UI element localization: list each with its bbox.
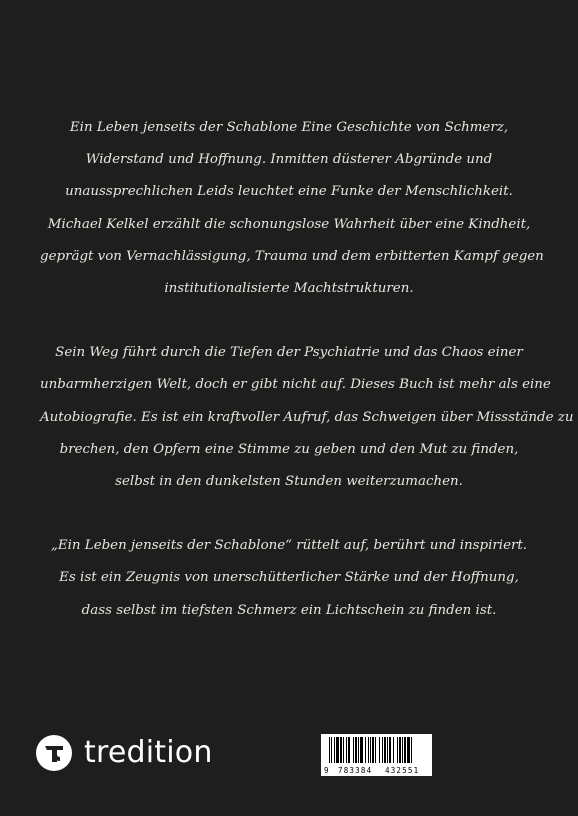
barcode-digits <box>321 765 432 775</box>
blurb-line: Sein Weg führt durch die Tiefen der Psychiatrie und das Chaos einer <box>55 345 523 361</box>
barcode-bar <box>346 737 347 763</box>
barcode-bar <box>334 737 335 763</box>
isbn-barcode <box>321 734 432 776</box>
barcode-left-group: 783384 <box>338 766 373 775</box>
barcode-bar <box>402 737 403 763</box>
blurb-line: Widerstand und Hoffnung. Inmitten düsterer Abgründe und <box>85 152 493 168</box>
barcode-bar <box>355 737 357 763</box>
barcode-bar <box>368 737 369 763</box>
blurb-paragraph-1 <box>40 112 544 305</box>
blurb-line: dass selbst im tiefsten Schmerz ein Lichtschein zu finden ist. <box>81 602 497 618</box>
back-cover-blurb <box>40 112 574 659</box>
blurb-paragraph-2 <box>40 337 574 498</box>
blurb-line: Michael Kelkel erzählt die schonungslose Wahrheit über eine Kindheit, <box>47 216 531 232</box>
barcode-bar <box>375 737 376 763</box>
blurb-line: unbarmherzigen Welt, doch er gibt nicht auf. Dieses Buch ist mehr als eine <box>40 377 551 393</box>
blurb-line: Es ist ein Zeugnis von unerschütterlicher Stärke und der Hoffnung, <box>59 570 519 586</box>
barcode-bar <box>343 737 344 763</box>
tredition-t-icon <box>36 735 72 771</box>
publisher-name: tredition <box>84 735 213 770</box>
barcode-bar <box>353 737 354 763</box>
barcode-bar <box>340 737 342 763</box>
barcode-first-digit: 9 <box>324 766 329 775</box>
barcode-bar <box>407 737 410 763</box>
barcode-bar <box>331 737 332 763</box>
barcode-bar <box>329 737 330 763</box>
blurb-line: institutionalisierte Machtstrukturen. <box>164 281 414 297</box>
barcode-bar <box>384 737 386 763</box>
barcode-bar <box>370 737 371 763</box>
barcode-bar <box>358 737 359 763</box>
blurb-paragraph-3 <box>40 530 538 627</box>
barcode-bar <box>411 737 412 763</box>
blurb-line: unaussprechlichen Leids leuchtet eine Funke der Menschlichkeit. <box>65 184 513 200</box>
barcode-bar <box>404 737 406 763</box>
blurb-line: Ein Leben jenseits der Schablone Eine Geschichte von Schmerz, <box>69 120 509 135</box>
blurb-line: Autobiografie. Es ist ein kraftvoller Aufruf, das Schweigen über Missstände zu <box>40 409 574 425</box>
barcode-bar <box>393 737 394 763</box>
blurb-line: geprägt von Vernachlässigung, Trauma und dem erbitterten Kampf gegen <box>40 248 544 264</box>
blurb-line: brechen, den Opfern eine Stimme zu geben und den Mut zu finden, <box>59 441 519 457</box>
publisher-logo <box>36 735 213 771</box>
barcode-bar <box>399 737 401 763</box>
blurb-line: selbst in den dunkelsten Stunden weiterzumachen. <box>115 474 463 490</box>
barcode-bar <box>365 737 366 763</box>
barcode-right-group: 432551 <box>385 766 420 775</box>
barcode-bar <box>348 737 350 763</box>
barcode-bar <box>397 737 398 763</box>
barcode-bar <box>379 737 380 763</box>
barcode-bar <box>387 737 388 763</box>
barcode-bar <box>382 737 383 763</box>
barcode-bar <box>336 737 339 763</box>
barcode-bar <box>372 737 374 763</box>
barcode-bar <box>360 737 363 763</box>
barcode-bar <box>389 737 391 763</box>
blurb-line: „Ein Leben jenseits der Schablone“ rüttelt auf, berührt und inspiriert. <box>50 538 528 554</box>
